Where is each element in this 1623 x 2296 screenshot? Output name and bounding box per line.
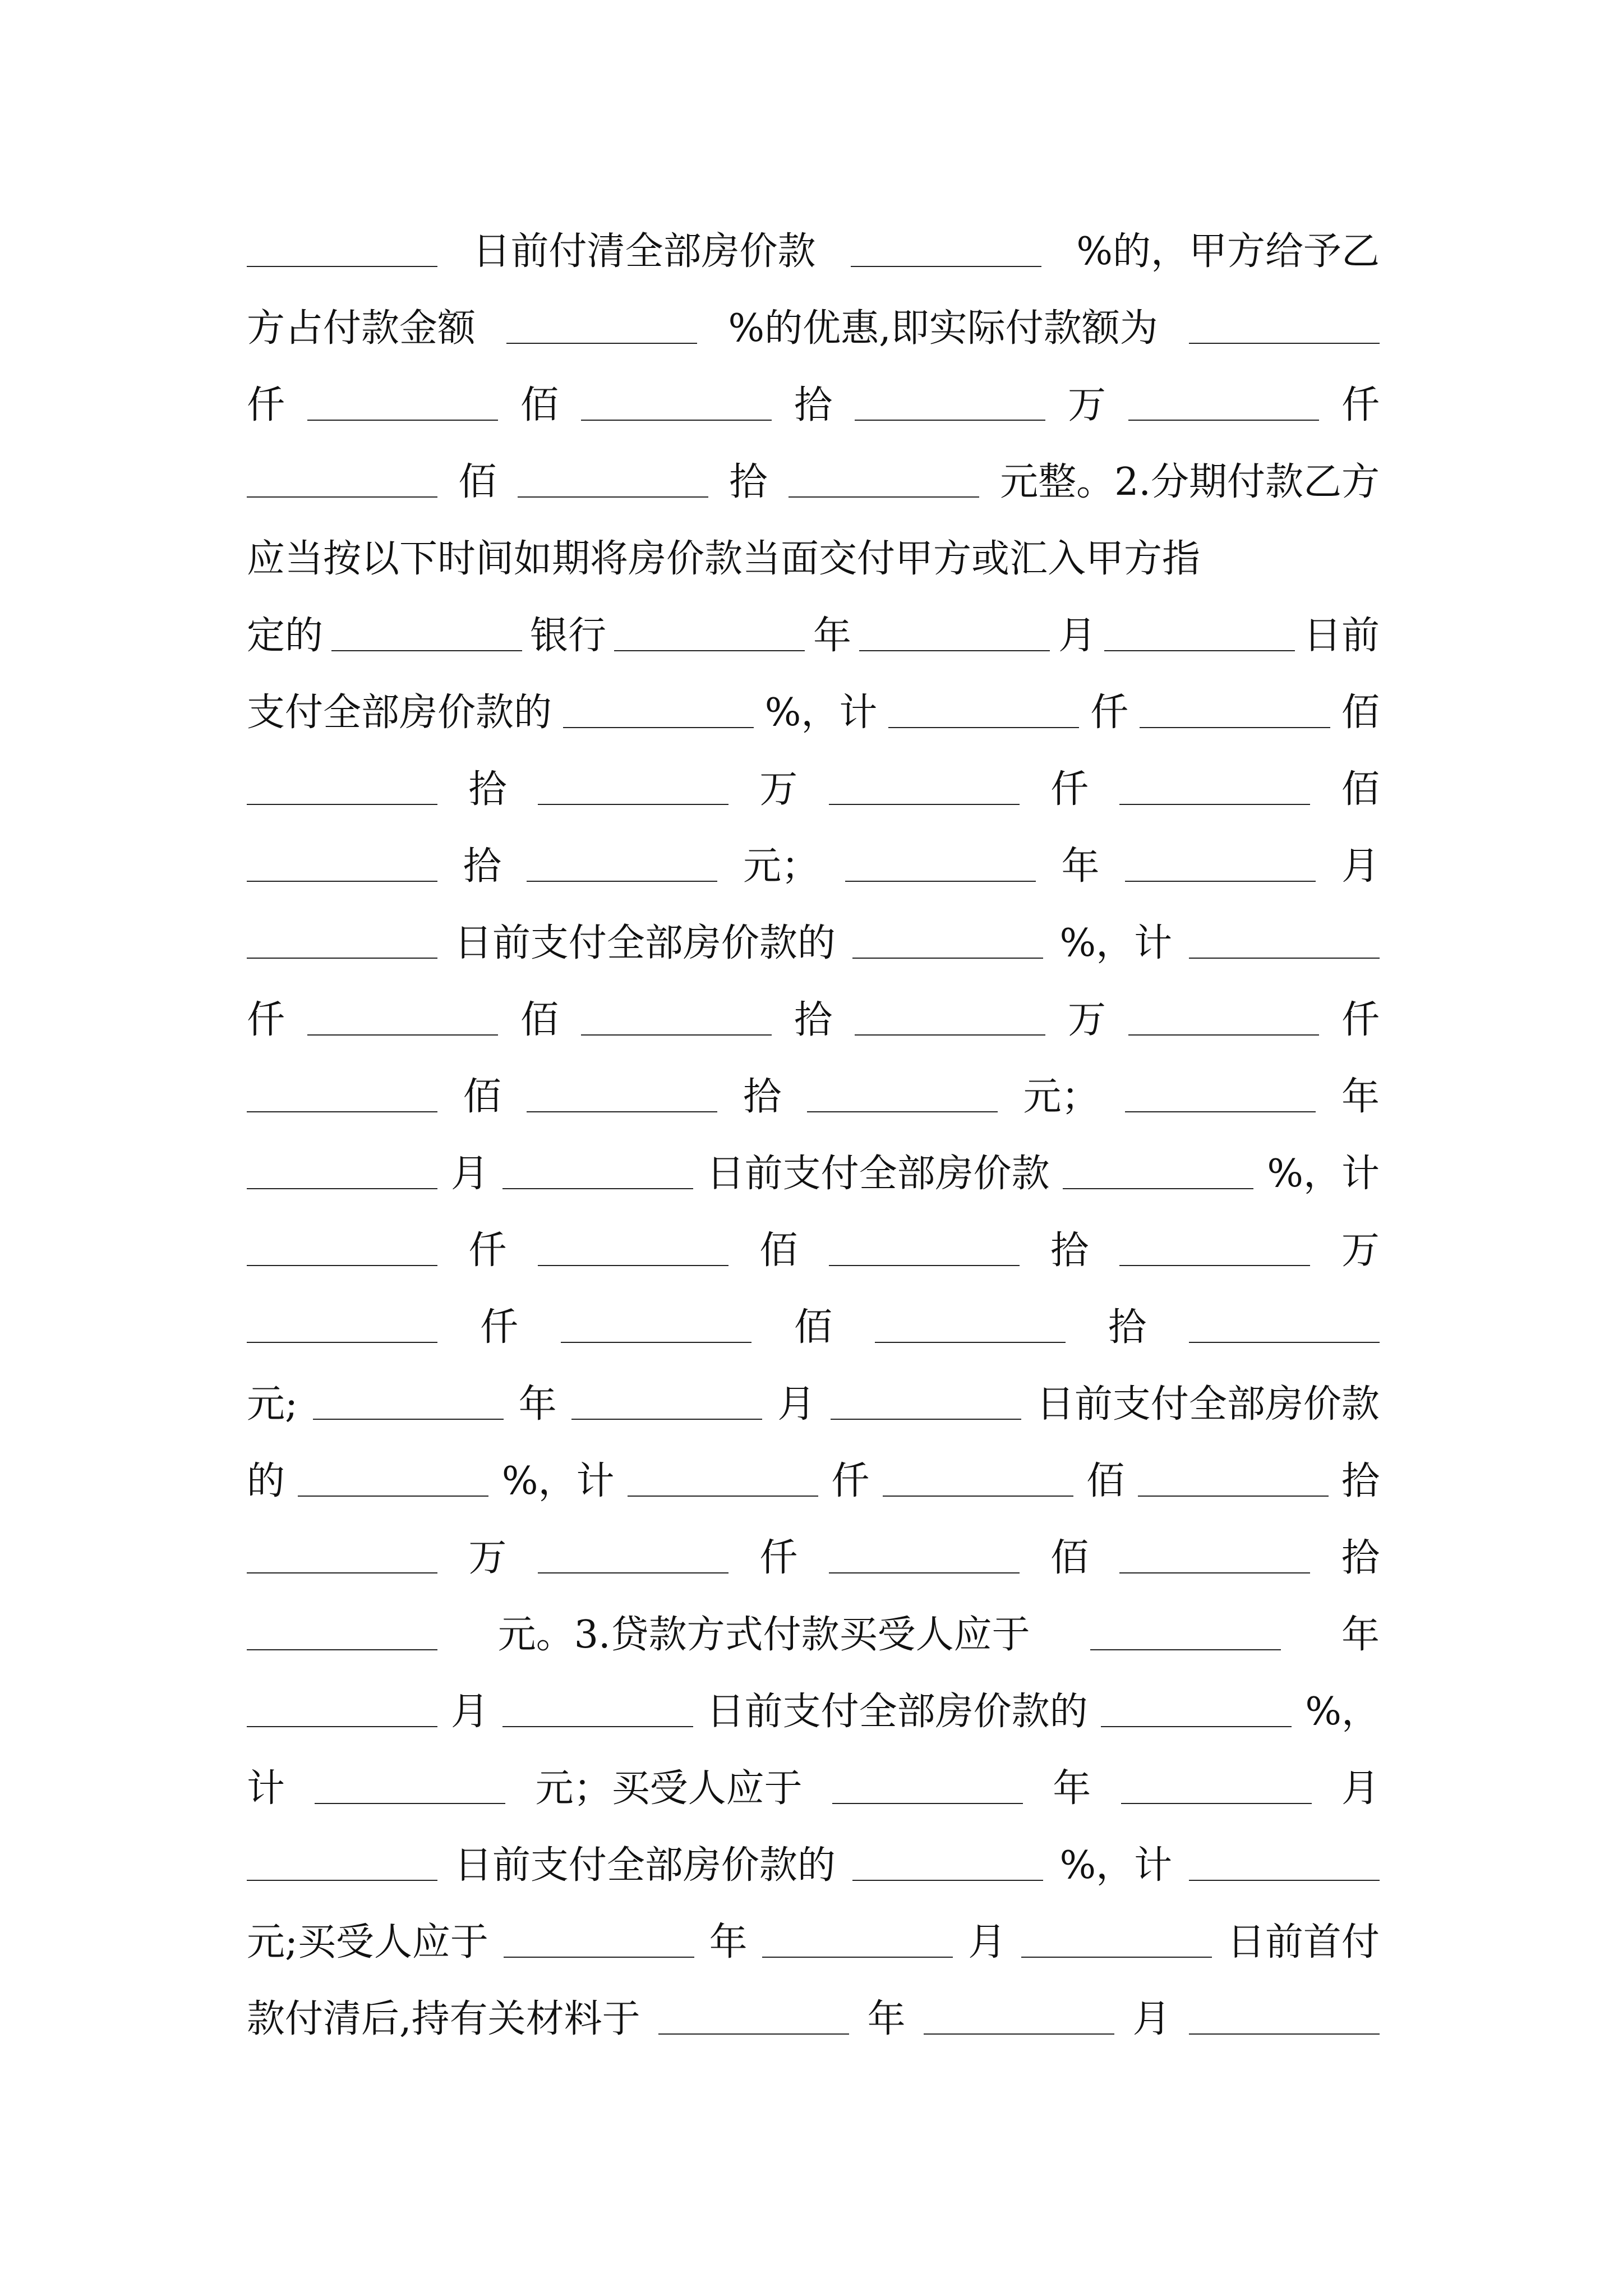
text-segment: 月 xyxy=(450,1152,489,1196)
text-segment: 银行 xyxy=(529,614,606,658)
text-segment: %的，甲方给予乙 xyxy=(1076,229,1380,274)
blank-underline xyxy=(581,1034,772,1036)
blank-underline xyxy=(247,1649,437,1650)
blank-underline xyxy=(247,266,437,267)
text-segment: 拾 xyxy=(1341,1536,1380,1580)
blank-underline xyxy=(1189,1342,1380,1343)
blank-underline xyxy=(924,2033,1114,2035)
blank-underline xyxy=(247,1188,437,1189)
blank-underline xyxy=(1119,1572,1310,1573)
blank-underline xyxy=(527,1111,717,1112)
blank-underline xyxy=(1125,881,1316,882)
blank-underline xyxy=(831,1419,1021,1420)
text-segment: 万 xyxy=(759,767,798,812)
text-segment: 日前首付 xyxy=(1227,1920,1380,1964)
text-segment: %，计 xyxy=(501,1459,615,1503)
blank-underline xyxy=(859,650,1050,651)
blank-underline xyxy=(852,958,1043,959)
text-line xyxy=(247,521,1380,597)
blank-underline xyxy=(1128,420,1319,421)
text-segment: 拾 xyxy=(794,383,832,427)
text-segment: 年 xyxy=(1341,1075,1380,1119)
text-segment: %，计 xyxy=(1267,1152,1380,1196)
text-segment: 年 xyxy=(1053,1766,1091,1811)
text-segment: 年 xyxy=(1341,1613,1380,1657)
text-line xyxy=(247,674,1380,751)
text-line xyxy=(247,1596,1380,1673)
text-line xyxy=(247,444,1380,521)
blank-underline xyxy=(888,727,1079,728)
blank-underline xyxy=(581,420,772,421)
text-segment: 元； xyxy=(743,844,820,889)
text-line xyxy=(247,1904,1380,1981)
blank-underline xyxy=(247,804,437,805)
text-segment: 仟 xyxy=(1341,383,1380,427)
blank-underline xyxy=(829,1265,1020,1266)
blank-underline xyxy=(628,1496,818,1497)
text-line xyxy=(247,290,1380,367)
text-segment: 月 xyxy=(777,1382,816,1427)
blank-underline xyxy=(855,1034,1045,1036)
text-segment: 仟 xyxy=(759,1536,798,1580)
text-segment: 拾 xyxy=(743,1075,782,1119)
blank-underline xyxy=(247,1880,437,1881)
text-segment: 佰 xyxy=(759,1228,798,1273)
text-line xyxy=(247,1135,1380,1212)
text-segment: 佰 xyxy=(794,1305,832,1350)
blank-underline xyxy=(313,1419,504,1420)
blank-underline xyxy=(1021,1957,1212,1958)
blank-underline xyxy=(538,1265,728,1266)
text-segment: 元;买受人应于 xyxy=(247,1920,488,1964)
text-segment: 元；买受人应于 xyxy=(535,1766,803,1811)
text-segment: 款付清后,持有关材料于 xyxy=(247,1997,640,2041)
text-segment: 日前支付全部房价款 xyxy=(1036,1382,1380,1427)
text-segment: %，计 xyxy=(764,691,878,735)
text-segment: 月 xyxy=(968,1920,1007,1964)
text-segment: 日前付清全部房价款 xyxy=(472,229,816,274)
blank-underline xyxy=(658,2033,849,2035)
blank-underline xyxy=(845,881,1036,882)
text-segment: 佰 xyxy=(520,383,559,427)
text-segment: 万 xyxy=(468,1536,507,1580)
blank-underline xyxy=(563,727,754,728)
text-segment: 拾 xyxy=(794,998,832,1042)
text-segment: 年 xyxy=(709,1920,748,1964)
blank-underline xyxy=(247,881,437,882)
blank-underline xyxy=(1140,727,1330,728)
text-line xyxy=(247,828,1380,905)
text-segment: 佰 xyxy=(1341,767,1380,812)
blank-underline xyxy=(561,1342,751,1343)
blank-underline xyxy=(1119,1265,1310,1266)
blank-underline xyxy=(1189,343,1380,344)
blank-underline xyxy=(1125,1111,1316,1112)
text-segment: 元整。2.分期付款乙方 xyxy=(1000,460,1380,504)
blank-underline xyxy=(829,1572,1020,1573)
contract-payment-clause xyxy=(247,213,1380,2058)
text-segment: 计 xyxy=(247,1766,285,1811)
text-line xyxy=(247,1289,1380,1366)
blank-underline xyxy=(504,1957,694,1958)
text-line xyxy=(247,1750,1380,1827)
blank-underline xyxy=(1189,1880,1380,1881)
text-segment: 年 xyxy=(1061,844,1100,889)
text-segment: 支付全部房价款的 xyxy=(247,691,552,735)
blank-underline xyxy=(762,1957,953,1958)
text-segment: 拾 xyxy=(1108,1305,1146,1350)
text-segment: 年 xyxy=(813,614,851,658)
blank-underline xyxy=(1121,1803,1312,1804)
blank-underline xyxy=(571,1419,762,1420)
blank-underline xyxy=(807,1111,998,1112)
blank-underline xyxy=(247,1572,437,1573)
blank-underline xyxy=(1138,1496,1329,1497)
blank-underline xyxy=(331,650,522,651)
text-segment: 日前支付全部房价款的 xyxy=(454,921,836,965)
text-segment: %，计 xyxy=(1059,921,1173,965)
text-segment: 万 xyxy=(1341,1228,1380,1273)
text-line xyxy=(247,905,1380,982)
text-segment: 拾 xyxy=(729,460,768,504)
blank-underline xyxy=(538,1572,728,1573)
blank-underline xyxy=(829,804,1020,805)
blank-underline xyxy=(1104,650,1295,651)
text-line xyxy=(247,1443,1380,1520)
blank-underline xyxy=(851,266,1041,267)
blank-underline xyxy=(527,881,717,882)
text-segment: 日前支付全部房价款的 xyxy=(706,1690,1088,1734)
blank-underline xyxy=(247,496,437,498)
blank-underline xyxy=(298,1496,488,1497)
text-segment: 拾 xyxy=(1050,1228,1089,1273)
blank-underline xyxy=(875,1342,1066,1343)
text-segment: 佰 xyxy=(1341,691,1380,735)
text-segment: 月 xyxy=(1132,1997,1171,2041)
text-segment: 拾 xyxy=(468,767,507,812)
blank-underline xyxy=(1119,804,1310,805)
text-segment: 仟 xyxy=(831,1459,870,1503)
text-segment: 佰 xyxy=(463,1075,501,1119)
blank-underline xyxy=(855,420,1045,421)
blank-underline xyxy=(1128,1034,1319,1036)
text-segment: 万 xyxy=(1067,383,1106,427)
text-segment: 万 xyxy=(1067,998,1106,1042)
text-segment: 元； xyxy=(1023,1075,1100,1119)
text-segment: 拾 xyxy=(1341,1459,1380,1503)
blank-underline xyxy=(1063,1188,1253,1189)
blank-underline xyxy=(247,1265,437,1266)
blank-underline xyxy=(247,1111,437,1112)
text-segment: 日前支付全部房价款 xyxy=(706,1152,1050,1196)
text-segment: 仟 xyxy=(1341,998,1380,1042)
blank-underline xyxy=(789,496,979,498)
blank-underline xyxy=(1090,1649,1281,1650)
text-line xyxy=(247,751,1380,828)
text-line xyxy=(247,1981,1380,2058)
text-segment: 定的 xyxy=(247,614,324,658)
blank-underline xyxy=(883,1496,1073,1497)
text-segment: 仟 xyxy=(247,998,285,1042)
text-segment: 仟 xyxy=(1090,691,1129,735)
text-segment: 佰 xyxy=(1086,1459,1125,1503)
blank-underline xyxy=(1189,958,1380,959)
text-segment: 仟 xyxy=(468,1228,507,1273)
text-line xyxy=(247,982,1380,1059)
blank-underline xyxy=(502,1188,693,1189)
blank-underline xyxy=(307,1034,498,1036)
text-segment: 应当按以下时间如期将房价款当面交付甲方或汇入甲方指 xyxy=(247,537,1201,581)
text-segment: 年 xyxy=(518,1382,557,1427)
blank-underline xyxy=(1189,2033,1380,2035)
text-segment: 佰 xyxy=(458,460,497,504)
text-line xyxy=(247,1212,1380,1289)
blank-underline xyxy=(538,804,728,805)
text-line xyxy=(247,1520,1380,1596)
blank-underline xyxy=(247,1342,437,1343)
blank-underline xyxy=(502,1726,693,1727)
text-segment: %， xyxy=(1305,1690,1380,1734)
blank-underline xyxy=(307,420,498,421)
blank-underline xyxy=(1101,1726,1292,1727)
text-segment: 仟 xyxy=(247,383,285,427)
text-segment: %的优惠,即实际付款额为 xyxy=(728,306,1158,351)
blank-underline xyxy=(518,496,708,498)
blank-underline xyxy=(247,1726,437,1727)
text-segment: 日前支付全部房价款的 xyxy=(454,1843,836,1888)
text-segment: 月 xyxy=(450,1690,489,1734)
blank-underline xyxy=(506,343,697,344)
text-line xyxy=(247,1673,1380,1750)
text-segment: 年 xyxy=(867,1997,906,2041)
text-line xyxy=(247,213,1380,290)
text-line xyxy=(247,1059,1380,1135)
text-segment: 佰 xyxy=(1050,1536,1089,1580)
text-segment: 佰 xyxy=(520,998,559,1042)
blank-underline xyxy=(852,1880,1043,1881)
text-segment: 月 xyxy=(1058,614,1096,658)
text-segment: 仟 xyxy=(1050,767,1089,812)
text-segment: 元; xyxy=(247,1382,298,1427)
text-line xyxy=(247,1366,1380,1443)
text-segment: 日前 xyxy=(1303,614,1380,658)
text-line xyxy=(247,367,1380,444)
text-line xyxy=(247,1827,1380,1904)
blank-underline xyxy=(315,1803,505,1804)
text-segment: 月 xyxy=(1341,844,1380,889)
text-segment: 仟 xyxy=(479,1305,518,1350)
blank-underline xyxy=(832,1803,1023,1804)
text-segment: 月 xyxy=(1341,1766,1380,1811)
text-segment: 拾 xyxy=(463,844,501,889)
blank-underline xyxy=(614,650,805,651)
text-segment: %，计 xyxy=(1059,1843,1173,1888)
blank-underline xyxy=(247,958,437,959)
text-segment: 的 xyxy=(247,1459,285,1503)
text-segment: 方占付款金额 xyxy=(247,306,476,351)
text-line xyxy=(247,597,1380,674)
text-segment: 元。3.贷款方式付款买受人应于 xyxy=(497,1613,1030,1657)
